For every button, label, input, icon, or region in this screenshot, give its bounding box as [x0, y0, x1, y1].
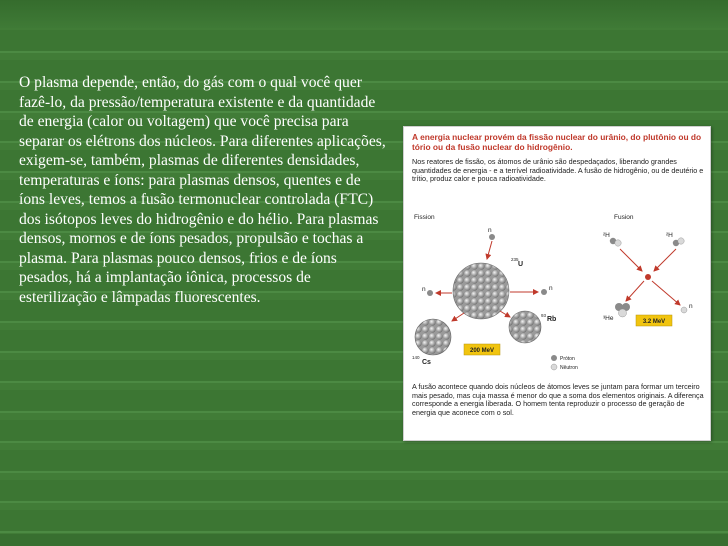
fusion-neutron-label: n: [689, 303, 693, 310]
arrow-to-neutron: [652, 281, 680, 305]
neutron-legend-icon: [551, 364, 557, 370]
fusion-arrow-left: [620, 249, 642, 271]
body-paragraph: O plasma depende, então, do gás com o qual você quer fazê-lo, da pressão/temperatura existente e da quantidade de energia (calor ou voltagem) que você precisa para separar os elétrons dos núcleos. Para diferentes aplicações, exigem-se, também, plasmas de diferentes densidades, temperaturas e íons: para plasmas densos, quentes e de íons leves, temos a fusão termonuclear controlada (FTC) dos isótopos leves do hidrogênio e do hélio. Para plasmas densos, mornos e de íons pesados, propulsão e tochas a plasma. Para plasmas pouco densos, frios e de íons pesados, há a implantação iônica, processos de esterilização e lâmpadas fluorescentes.: [19, 74, 386, 306]
top-band: [0, 0, 728, 28]
cesium-fragment: [415, 319, 451, 355]
neutron-arrow: [487, 241, 492, 259]
deuterium-right-neutron: [678, 238, 684, 244]
arrow-rb: [500, 311, 510, 317]
proton-legend-icon: [551, 355, 557, 361]
fusion-label: Fusion: [614, 214, 634, 221]
deuterium-left-neutron: [615, 240, 621, 246]
arrow-to-helium: [626, 281, 644, 301]
fusion-arrow-right: [654, 249, 676, 271]
uranium-nucleus: [453, 263, 509, 319]
rb-mass-number: 93: [541, 313, 547, 318]
rubidium-fragment: [509, 311, 541, 343]
figure-intro: Nos reatores de fissão, os átomos de urânio são despedaçados, liberando grandes quantidades de energia - e a terrível radioatividade. A fusão de hidrogênio, ou de deutério e trítio, produz calor e pouca radioatividade.: [412, 157, 704, 184]
deuterium-right-label: ²H: [666, 232, 673, 239]
arrow-cs: [452, 313, 464, 321]
cs-symbol: Cs: [422, 359, 431, 366]
emitted-neutron-left-label: n: [422, 286, 426, 293]
helium-neutron: [619, 309, 627, 317]
fusion-point: [645, 274, 651, 280]
helium-label: ³He: [603, 315, 614, 322]
uranium-symbol: U: [518, 261, 524, 268]
legend-neutron: Nêutron: [560, 365, 578, 371]
emitted-neutron-right: [541, 289, 547, 295]
deuterium-left-label: ²H: [603, 232, 610, 239]
incoming-neutron: [489, 234, 495, 240]
legend-proton: Próton: [560, 356, 575, 362]
fission-label: Fission: [414, 214, 435, 221]
nuclear-energy-figure: [403, 126, 711, 441]
fusion-energy: 3.2 MeV: [642, 319, 666, 325]
incoming-neutron-label: n: [488, 227, 492, 234]
bottom-band: [0, 534, 728, 546]
fission-energy: 200 MeV: [469, 348, 495, 354]
rb-symbol: Rb: [547, 316, 557, 323]
figure-footer: A fusão acontece quando dois núcleos de átomos leves se juntam para formar um terceiro mais pesado, mas cuja massa é menor do que a soma dos elementos originais. A diferença corresponde a energia liberada. O homem tenta reproduzir o processo de geração de energia que aconece com o sol.: [412, 382, 704, 417]
fusion-neutron: [681, 307, 687, 313]
uranium-mass-number: 235: [511, 257, 519, 262]
figure-header: A energia nuclear provém da fissão nuclear do urânio, do plutônio ou do tório ou da fusão nuclear do hidrogênio.: [412, 132, 702, 152]
emitted-neutron-right-label: n: [549, 285, 553, 292]
fission-fusion-diagram: [408, 207, 706, 379]
emitted-neutron-left: [427, 290, 433, 296]
cs-mass-number: 140: [412, 355, 420, 360]
